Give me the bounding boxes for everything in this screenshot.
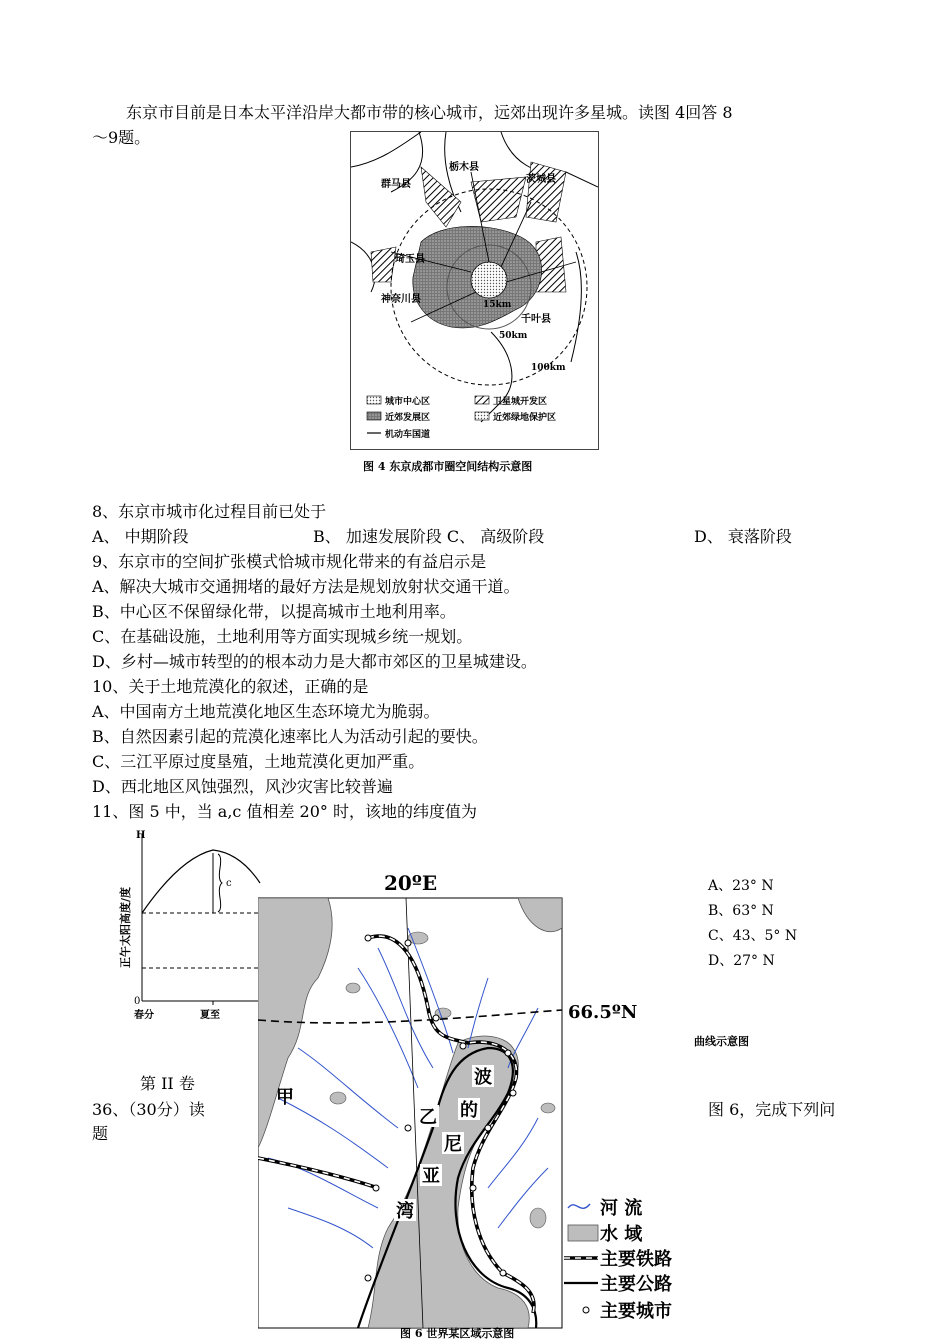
intro-line-2: ～9题。: [92, 128, 151, 147]
q10-stem: 10、关于土地荒漠化的叙述，正确的是: [92, 677, 369, 696]
label-50km: 50km: [499, 331, 528, 341]
q9-option-c: C、在基础设施，土地利用等方面实现城乡统一规划。: [92, 627, 473, 646]
figure-5-caption-tail: 曲线示意图: [694, 1035, 749, 1048]
legend-road: 主要公路: [600, 1274, 672, 1295]
legend-city: 主要城市: [600, 1301, 672, 1322]
legend-suburb: 近郊发展区: [385, 413, 431, 423]
q9-option-a: A、解决大城市交通拥堵的最好方法是规划放射状交通干道。: [92, 577, 520, 596]
q11-option-d: D、27° N: [708, 953, 775, 969]
fig5-ylabel: 正午太阳高度/度: [119, 886, 132, 968]
q8-option-bc: B、 加速发展阶段 C、 高级阶段: [313, 527, 545, 546]
fig5-x-summer: 夏至: [200, 1010, 220, 1021]
legend-river-icon: [568, 1204, 590, 1208]
legend-rail: 主要铁路: [600, 1249, 672, 1270]
legend-road: 机动车国道: [385, 430, 431, 440]
figure-6-caption: 图 6 世界某区域示意图: [400, 1327, 515, 1340]
label-chiba: 千叶县: [521, 314, 551, 325]
fig5-h-label: H: [136, 830, 146, 841]
q9-option-d: D、乡村—城市转型的的根本动力是大都市郊区的卫星城建设。: [92, 652, 537, 671]
boundary-line: [351, 132, 421, 167]
q10-option-a: A、中国南方土地荒漠化地区生态环境尤为脆弱。: [92, 702, 440, 721]
legend-water-icon: [568, 1225, 598, 1241]
q8-stem: 8、东京市城市化过程目前已处于: [92, 502, 327, 521]
fig5-x-spring: 春分: [134, 1010, 154, 1021]
label-gulf-3: 尼: [444, 1134, 462, 1155]
label-jia: 甲: [276, 1087, 294, 1108]
intro-line-1: 东京市目前是日本太平洋沿岸大都市带的核心城市，远郊出现许多星城。读图 4回答 8: [126, 103, 733, 122]
label-66-5n: 66.5ºN: [568, 1002, 638, 1023]
q36-right: 图 6，完成下列问: [708, 1100, 836, 1119]
q10-option-d: D、西北地区风蚀强烈，风沙灾害比较普遍: [92, 777, 393, 796]
label-gulf-5: 湾: [396, 1201, 414, 1222]
figure-4-caption: 图 4 东京成都市圈空间结构示意图: [363, 460, 533, 473]
legend-center: 城市中心区: [385, 397, 431, 407]
q9-option-b: B、中心区不保留绿化带，以提高城市土地利用率。: [92, 602, 456, 621]
q8-option-a: A、 中期阶段: [92, 527, 189, 546]
label-kanagawa: 神奈川县: [381, 294, 421, 305]
label-gulf-2: 的: [460, 1100, 478, 1121]
legend-water: 水 域: [600, 1224, 643, 1245]
part-ii-heading: 第 II 卷: [140, 1074, 195, 1093]
q9-stem: 9、东京市的空间扩张模式恰城市规化带来的有益启示是: [92, 552, 487, 571]
label-yi: 乙: [419, 1107, 437, 1128]
q36-tail: 题: [92, 1124, 109, 1143]
q10-option-c: C、三江平原过度垦殖，土地荒漠化更加严重。: [92, 752, 425, 771]
label-20e: 20ºE: [384, 871, 438, 895]
figure-6-map: [258, 868, 698, 1330]
label-100km: 100km: [531, 363, 566, 373]
q11-option-c: C、43、5° N: [708, 928, 798, 944]
label-saitama: 琦玉县: [395, 254, 425, 265]
legend-green: 近郊绿地保护区: [493, 413, 557, 423]
q36-left: 36、（30分）读: [92, 1100, 205, 1119]
q10-option-b: B、自然因素引起的荒漠化速率比人为活动引起的要快。: [92, 727, 488, 746]
label-tochigi: 栃木县: [449, 162, 479, 173]
figure-4-map: [350, 131, 599, 450]
q8-option-d: D、 衰落阶段: [694, 527, 792, 546]
label-gulf-4: 亚: [422, 1166, 440, 1187]
fig5-zero: 0: [134, 996, 141, 1007]
label-gunma: 群马县: [381, 179, 411, 190]
fig5-c-label: c: [226, 878, 232, 889]
q11-option-b: B、63° N: [708, 903, 774, 919]
legend-river: 河 流: [600, 1198, 643, 1219]
legend-city-icon: [583, 1307, 589, 1313]
q11-option-a: A、23° N: [708, 878, 774, 894]
label-15km: 15km: [483, 300, 512, 310]
tokyo-metro-map: [351, 132, 598, 449]
q11-stem: 11、图 5 中，当 a,c 值相差 20° 时，该地的纬度值为: [92, 802, 478, 821]
legend-satellite: 卫星城开发区: [493, 397, 548, 407]
label-ibaraki: 茨城县: [526, 174, 556, 185]
label-gulf-1: 波: [474, 1067, 492, 1088]
figure-5-graph: [110, 828, 270, 1028]
